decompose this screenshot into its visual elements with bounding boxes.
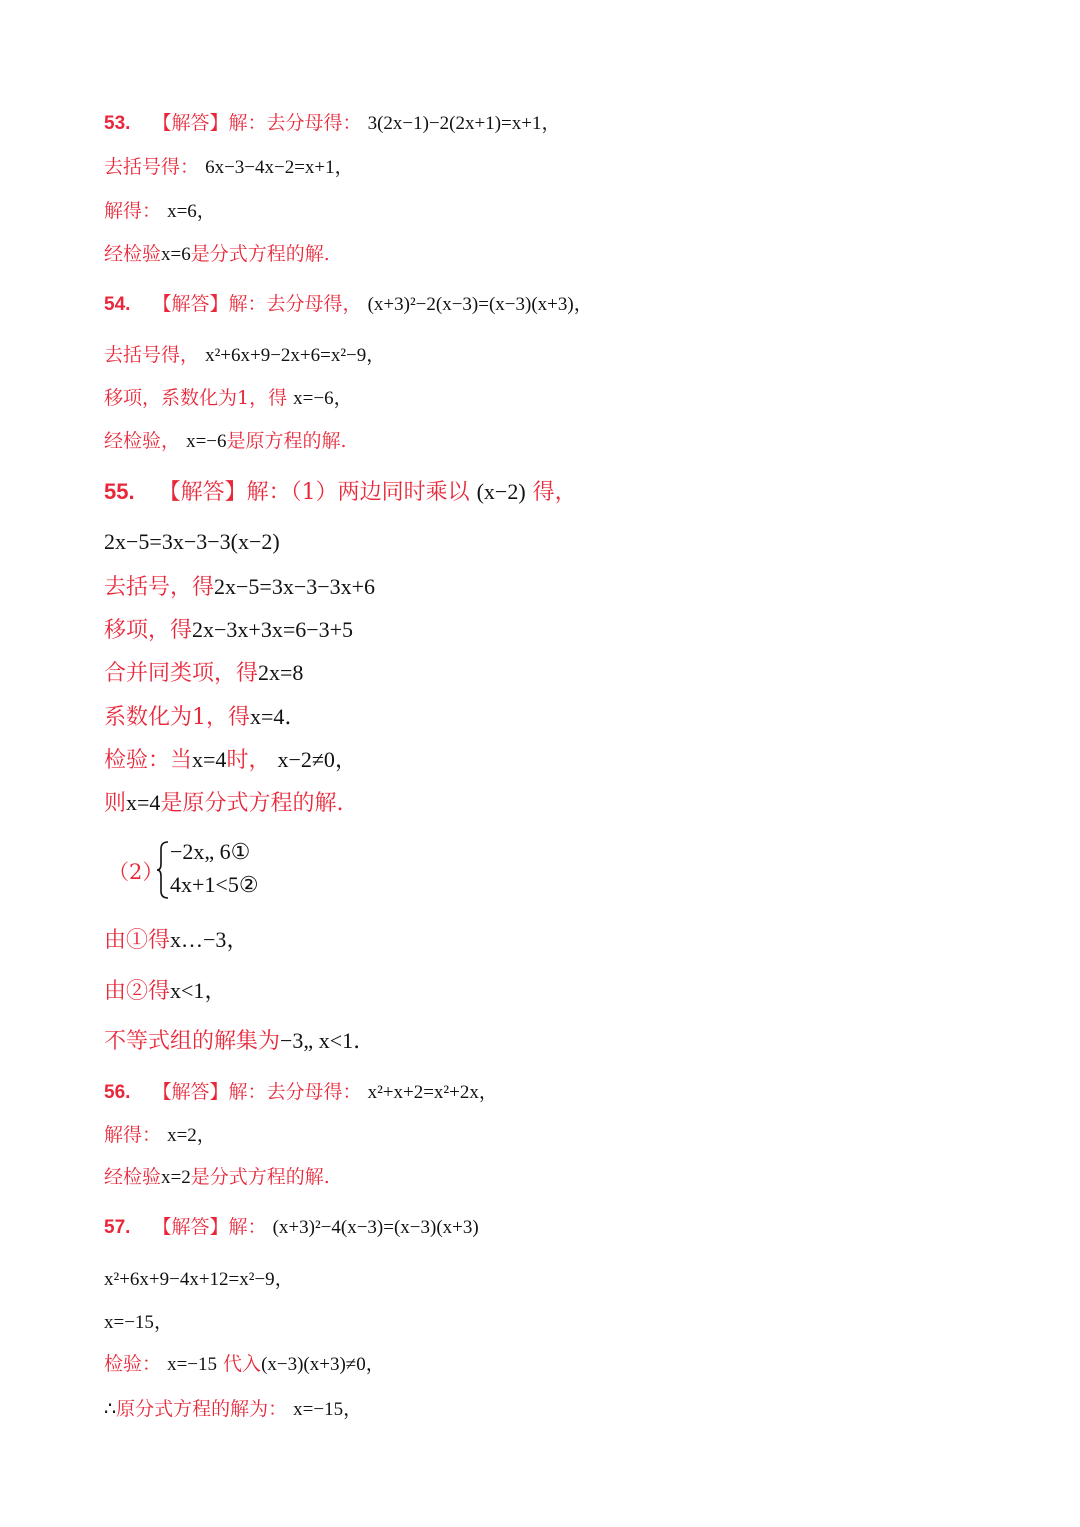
q57-l2-math: x²+6x+9−4x+12=x²−9 — [104, 1269, 275, 1290]
q55-l5-text: 合并同类项，得 — [104, 661, 259, 686]
q54-line-3 — [104, 389, 353, 408]
q56-line-2 — [104, 1126, 216, 1145]
q55-l11-math: −3„ x<1 — [280, 1028, 354, 1053]
therefore-symbol: ∴ — [104, 1399, 117, 1420]
q56-l3-math: x=2 — [161, 1167, 191, 1188]
q56-l3-post: 是分式方程的解. — [190, 1166, 330, 1188]
q53-l2-text: 去括号得： — [104, 156, 200, 178]
q53-line-3 — [104, 202, 216, 221]
q56-l2-text: 解得： — [104, 1124, 162, 1146]
q57-line-4 — [104, 1355, 385, 1374]
q55-l9-math: x…−3 — [170, 927, 227, 952]
q54-number: 54. — [104, 294, 131, 315]
q53-l4-math: x=6 — [161, 244, 191, 265]
q53-l3-end: ， — [196, 200, 216, 222]
q57-line-3 — [104, 1313, 173, 1332]
q55-l1-text: 解：（1）两边同时乘以 — [246, 480, 470, 505]
q54-line-1 — [104, 295, 593, 314]
q55-line-4 — [104, 619, 353, 642]
q55-l8-math: x=4 — [126, 790, 161, 815]
q55-l6-math: x=4 — [250, 704, 285, 729]
q55-line-11 — [104, 1030, 360, 1053]
q55-l7-end: ， — [334, 748, 357, 773]
q53-l2-end: ， — [334, 156, 354, 178]
q56-l3-pre: 经检验 — [104, 1166, 162, 1188]
q55-l2-math: 2x−5=3x−3−3(x−2) — [104, 529, 280, 554]
q57-l5-end: ， — [343, 1398, 363, 1420]
q55-l9-end: ， — [226, 928, 249, 953]
q54-l2-math: x²+6x+9−2x+6=x²−9 — [205, 345, 367, 366]
q57-line-1 — [104, 1218, 479, 1237]
q57-l4-mid: 代入 — [223, 1353, 262, 1375]
q55-l1-end: 得， — [532, 480, 577, 505]
q55-l7-mid: 时， — [226, 748, 271, 773]
q54-l1-text: 解：去分母得， — [228, 293, 362, 315]
q56-l2-end: ， — [196, 1124, 216, 1146]
system-row-2: 4x+1<5② — [170, 872, 259, 897]
q55-line-9 — [104, 929, 248, 952]
q54-l2-text: 去括号得， — [104, 344, 200, 366]
q55-l8-post: 是原分式方程的解. — [160, 791, 344, 816]
q53-l3-text: 解得： — [104, 200, 162, 222]
q53-l4-pre: 经检验 — [104, 243, 162, 265]
q56-l1-end: ， — [478, 1081, 498, 1103]
q55-l6-end: . — [284, 705, 292, 730]
q57-l3-math: x=−15 — [104, 1312, 154, 1333]
left-brace-icon — [156, 840, 170, 900]
q57-tag: 【解答】 — [152, 1216, 229, 1238]
q55-l7-math: x=4 — [192, 747, 227, 772]
q57-line-5 — [104, 1400, 362, 1419]
q54-l4-post: 是原方程的解. — [226, 430, 347, 452]
q55-l11-end: . — [353, 1029, 361, 1054]
q57-line-2 — [104, 1270, 294, 1289]
q53-l4-post: 是分式方程的解. — [190, 243, 330, 265]
q55-l4-math: 2x−3x+3x=6−3+5 — [192, 617, 354, 642]
q54-line-4 — [104, 432, 347, 451]
q54-line-2 — [104, 346, 385, 365]
q55-l11-text: 不等式组的解集为 — [104, 1029, 281, 1054]
q55-line-3 — [104, 576, 375, 599]
q55-l5-math: 2x=8 — [258, 660, 304, 685]
q55-l9-text: 由①得 — [104, 928, 171, 953]
q55-l3-text: 去括号，得 — [104, 575, 215, 600]
q55-l7-text: 检验：当 — [104, 748, 193, 773]
q55-l10-math: x<1 — [170, 978, 205, 1003]
q54-l4-pre: 经检验， — [104, 430, 181, 452]
q57-l4-math: x=−15 — [167, 1354, 217, 1375]
q57-l3-end: ， — [153, 1311, 173, 1333]
q55-l10-end: ， — [204, 979, 227, 1004]
q54-l4-math: x=−6 — [186, 431, 227, 452]
q53-l2-math: 6x−3−4x−2=x+1 — [205, 157, 335, 178]
q53-l1-math: 3(2x−1)−2(2x+1)=x+1 — [367, 113, 542, 134]
q53-tag: 【解答】 — [152, 112, 229, 134]
q53-l1-text: 解：去分母得： — [228, 112, 362, 134]
q54-l3-end: ， — [333, 387, 353, 409]
q56-line-1 — [104, 1083, 498, 1102]
q57-l1-math: (x+3)²−4(x−3)=(x−3)(x+3) — [272, 1217, 479, 1238]
q57-l4-end: ， — [365, 1353, 385, 1375]
q54-l1-math: (x+3)²−2(x−3)=(x−3)(x+3) — [367, 294, 574, 315]
q55-tag: 【解答】 — [158, 480, 247, 505]
q55-l7-math2: x−2≠0 — [277, 747, 335, 772]
q57-l4-math2: (x−3)(x+3)≠0 — [261, 1354, 366, 1375]
q54-tag: 【解答】 — [152, 293, 229, 315]
q53-line-2 — [104, 158, 354, 177]
q55-number: 55. — [104, 479, 135, 504]
q56-l1-math: x²+x+2=x²+2x — [367, 1082, 479, 1103]
q54-l1-end: ， — [573, 293, 593, 315]
q55-l3-math: 2x−5=3x−3−3x+6 — [214, 574, 376, 599]
q53-l3-math: x=6 — [167, 201, 197, 222]
q57-l1-text: 解： — [228, 1216, 267, 1238]
q53-number: 53. — [104, 113, 131, 134]
q55-l10-text: 由②得 — [104, 979, 171, 1004]
q53-line-4 — [104, 245, 330, 264]
q57-l4-text: 检验： — [104, 1353, 162, 1375]
q56-tag: 【解答】 — [152, 1081, 229, 1103]
q54-l2-end: ， — [366, 344, 386, 366]
q56-line-3 — [104, 1168, 330, 1187]
q55-l6-text: 系数化为1，得 — [104, 705, 250, 730]
q55-line-10 — [104, 980, 226, 1003]
q53-l1-end: ， — [541, 112, 561, 134]
q54-l3-text: 移项，系数化为1，得 — [104, 387, 288, 409]
q56-number: 56. — [104, 1082, 131, 1103]
q56-l2-math: x=2 — [167, 1125, 197, 1146]
q53-line-1 — [104, 114, 561, 133]
system-row-1: −2x„ 6① — [170, 839, 251, 864]
q57-l5-text: 原分式方程的解为： — [116, 1398, 288, 1420]
q55-line-7 — [104, 749, 357, 772]
q57-l5-math: x=−15 — [293, 1399, 344, 1420]
q55-line-6 — [104, 706, 291, 729]
q55-line-5 — [104, 662, 303, 685]
q57-l2-end: ， — [274, 1268, 294, 1290]
part2-label: （2） — [108, 860, 164, 884]
q54-l3-math: x=−6 — [293, 388, 334, 409]
q55-line-2 — [104, 531, 280, 554]
q55-line-1 — [104, 481, 577, 504]
q55-line-8 — [104, 792, 343, 815]
q56-l1-text: 解：去分母得： — [228, 1081, 362, 1103]
q57-number: 57. — [104, 1217, 131, 1238]
q55-l1-math: (x−2) — [476, 479, 526, 504]
q55-l8-pre: 则 — [104, 791, 127, 816]
q55-l4-text: 移项，得 — [104, 618, 193, 643]
